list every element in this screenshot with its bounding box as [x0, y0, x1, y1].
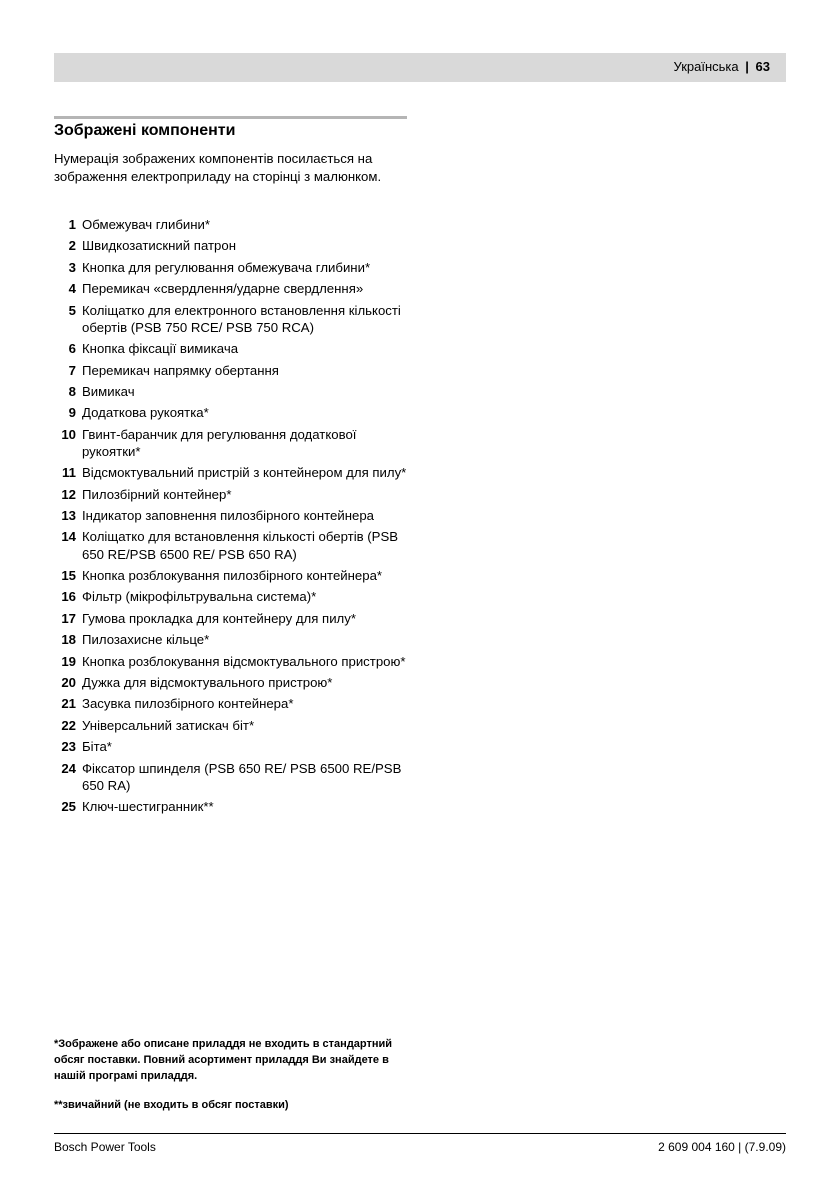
list-item-number: 4	[68, 281, 76, 297]
list-item-text: Фільтр (мікрофільтрувальна система)*	[82, 589, 317, 605]
list-item-number: 25	[61, 799, 76, 815]
page-header	[674, 59, 770, 74]
list-item-text: Вимикач	[82, 383, 135, 399]
list-item	[54, 610, 414, 627]
list-item-text: Перемикач напрямку обертання	[82, 362, 279, 378]
list-item	[54, 464, 414, 481]
list-item	[54, 798, 414, 815]
list-item	[54, 362, 414, 379]
list-item-text: Швидкозатискний патрон	[82, 238, 236, 254]
list-item-number: 13	[61, 508, 76, 524]
list-item	[54, 486, 414, 503]
list-item	[54, 567, 414, 584]
list-item	[54, 507, 414, 524]
list-item	[54, 528, 414, 562]
list-item-text: Індикатор заповнення пилозбірного контейнера	[82, 508, 374, 524]
list-item-number: 1	[68, 217, 76, 232]
list-item-number: 16	[61, 589, 76, 605]
list-item-text: Кнопка для регулювання обмежувача глибини*	[82, 259, 371, 275]
list-item	[54, 695, 414, 712]
list-item-text: Кнопка фіксації вимикача	[82, 341, 239, 357]
list-item-text: Засувка пилозбірного контейнера*	[82, 696, 294, 712]
list-item	[54, 259, 414, 276]
list-item-number: 19	[61, 653, 76, 669]
list-item-number: 6	[68, 341, 76, 357]
list-item-text: Ключ-шестигранник**	[82, 799, 214, 815]
list-item-number: 17	[61, 610, 76, 626]
header-separator: |	[745, 59, 749, 74]
list-item	[54, 653, 414, 670]
list-item	[54, 674, 414, 691]
list-item-number: 5	[68, 302, 76, 318]
list-item-number: 7	[68, 362, 76, 378]
list-item-number: 14	[61, 529, 76, 545]
list-item-number: 3	[68, 259, 76, 275]
list-item-number: 24	[61, 760, 76, 776]
section-divider	[54, 116, 407, 119]
list-item-text: Додаткова рукоятка*	[82, 405, 209, 421]
header-language: Українська	[673, 59, 739, 74]
page-number: 63	[755, 59, 770, 74]
list-item-number: 8	[68, 383, 76, 399]
list-item-text: Пилозбірний контейнер*	[82, 486, 232, 502]
list-item	[54, 717, 414, 734]
list-item	[54, 588, 414, 605]
list-item-text: Гумова прокладка для контейнеру для пилу*	[82, 610, 356, 626]
list-item-text: Кнопка розблокування пилозбірного контейнера*	[82, 568, 383, 584]
list-item	[54, 760, 414, 794]
list-item-number: 9	[68, 405, 76, 421]
list-item-text: Відсмоктувальний пристрій з контейнером для пилу*	[82, 465, 407, 481]
list-item-text: Гвинт-баранчик для регулювання додаткової рукоятки*	[82, 426, 357, 459]
footer-divider	[54, 1133, 786, 1134]
list-item-text: Коліщатко для електронного встановлення кількості обертів (PSB 750 RCE/ PSB 750 RCA)	[82, 302, 401, 335]
list-item-number: 2	[68, 238, 76, 254]
footnote-standard: **звичайний (не входить в обсяг поставки)	[54, 1099, 289, 1111]
list-item-text: Кнопка розблокування відсмоктувального пристрою*	[82, 653, 406, 669]
list-item	[54, 302, 414, 336]
list-item	[54, 216, 414, 233]
page-header-bar	[54, 53, 786, 82]
list-item	[54, 340, 414, 357]
component-list	[54, 216, 414, 820]
list-item-number: 23	[61, 739, 76, 755]
list-item-number: 20	[61, 675, 76, 691]
list-item	[54, 426, 414, 460]
list-item-number: 11	[62, 465, 76, 481]
list-item-number: 15	[61, 568, 76, 584]
list-item-text: Коліщатко для встановлення кількості обертів (PSB 650 RE/PSB 6500 RE/ PSB 650 RA)	[82, 529, 399, 562]
list-item-text: Фіксатор шпинделя (PSB 650 RE/ PSB 6500 RE/PSB 650 RA)	[82, 760, 402, 793]
list-item	[54, 383, 414, 400]
list-item-number: 22	[61, 717, 76, 733]
list-item-number: 12	[61, 486, 76, 502]
list-item-number: 10	[61, 426, 76, 442]
list-item-text: Обмежувач глибини*	[82, 217, 211, 232]
list-item	[54, 631, 414, 648]
section-title: Зображені компоненти	[54, 122, 236, 139]
list-item-text: Біта*	[82, 739, 112, 755]
list-item	[54, 404, 414, 421]
list-item	[54, 738, 414, 755]
section-intro: Нумерація зображених компонентів посилається на зображення електроприладу на сторінці з малюнком.	[54, 151, 382, 184]
list-item-text: Універсальний затискач біт*	[82, 717, 255, 733]
footer-brand: Bosch Power Tools	[54, 1140, 156, 1154]
list-item-text: Перемикач «свердлення/ударне свердлення»	[82, 281, 364, 297]
footer-doc-number: 2 609 004 160 | (7.9.09)	[658, 1140, 786, 1154]
list-item-text: Пилозахисне кільце*	[82, 632, 210, 648]
footnote-accessories: *Зображене або описане приладдя не входить в стандартний обсяг поставки. Повний асортимент приладдя Ви знайдете в нашій програмі приладдя.	[54, 1038, 393, 1082]
list-item-text: Дужка для відсмоктувального пристрою*	[82, 675, 333, 691]
list-item-number: 18	[61, 632, 76, 648]
list-item	[54, 280, 414, 297]
list-item	[54, 237, 414, 254]
list-item-number: 21	[61, 696, 76, 712]
